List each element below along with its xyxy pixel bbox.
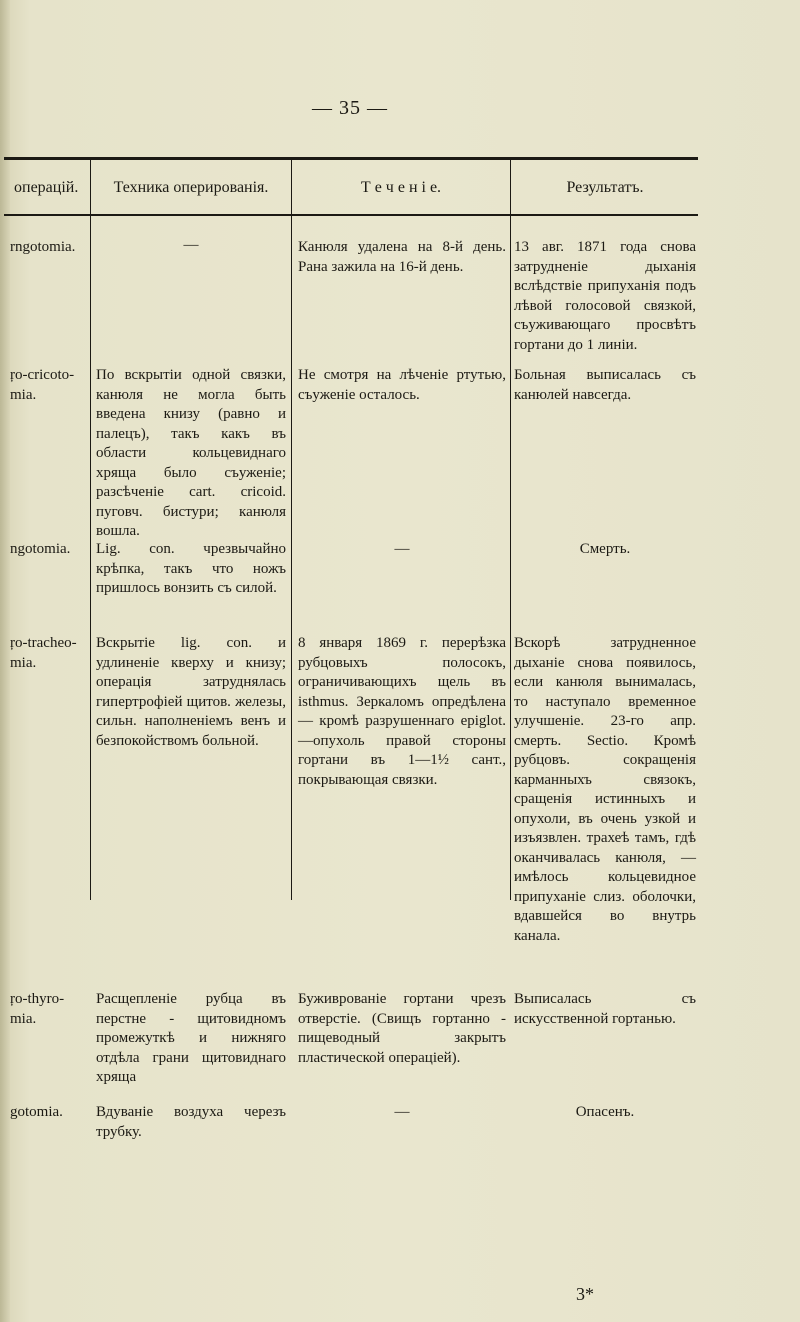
row-2-course: Не смотря на лѣченіе ртутью, съуженіе осталось. (298, 367, 506, 403)
column-divider (291, 160, 292, 900)
column-header-result: Результатъ. (566, 179, 644, 196)
row-1-course: Канюля удалена на 8-й день. Рана зажила на 16-й день. (298, 239, 506, 275)
row-1-technique: — (183, 237, 199, 253)
row-2-operation: ŗo-cricoto-mia. (10, 367, 75, 403)
row-5-operation: ŗo-thyro-mia. (10, 991, 65, 1027)
row-6-operation: gotomia. (10, 1104, 63, 1120)
table-top-rule (4, 157, 698, 160)
signature-mark: 3* (576, 1284, 594, 1304)
row-3-technique: Lig. con. чрезвычайно крѣпка, такъ что ножъ пришлось вонзить съ силой. (96, 541, 286, 596)
row-3-course: — (394, 541, 410, 557)
table-header-rule (4, 214, 698, 216)
row-6-technique: Вдуваніе воздуха черезъ трубку. (96, 1104, 286, 1140)
row-1-operation: rngotomia. (10, 239, 76, 255)
row-1-result: 13 авг. 1871 года снова затрудненіе дыханія вслѣдствіе припуханія подъ лѣвой голосовой связкой, съуживающаго просвѣтъ гортани до 1 линіи. (514, 239, 696, 353)
row-2-technique: По вскрытіи одной связки, канюля не могла быть введена книзу (равно и палецъ), такъ какъ въ области кольцевиднаго хряща было съуженіе; разсѣченіе cart. cricoid. пуговч. бистури; канюля вошла. (96, 367, 286, 539)
row-4-result: Вскорѣ затрудненное дыханіе снова появилось, если канюля вынималась, то наступало временное улучшеніе. 23-го апр. смерть. Sectio. Кромѣ рубцовъ. сокращенія карманныхъ связокъ, сращенія истинныхъ и опухоли, въ очень узкой и изъязвлен. трахеѣ тамъ, гдѣ оканчивалась канюля, — имѣлось кольцевидное припуханіе слиз. оболочки, вдавшейся во внутрь канала. (514, 635, 696, 944)
row-3-result: Смерть. (579, 541, 631, 557)
page-binding-edge (0, 0, 10, 1322)
row-3-operation: ngotomia. (10, 541, 71, 557)
row-6-course: — (394, 1104, 410, 1120)
column-header-course: Т е ч е н і е. (360, 179, 442, 196)
column-header-operation: операцій. (14, 179, 79, 196)
row-4-operation: ŗo-tracheo-mia. (10, 635, 77, 671)
row-4-course: 8 января 1869 г. перерѣзка рубцовыхъ полосокъ, ограничивающихъ щель въ isthmus. Зеркаломъ опредѣлена — кромѣ разрушеннаго epiglot.—опухоль правой стороны гортани въ 1—1½ сант., покрывающая связки. (298, 635, 506, 788)
row-5-technique: Расщепленіе рубца въ перстне - щитовидномъ промежуткѣ и нижняго отдѣла грани щитовиднаго хряща (96, 991, 286, 1085)
page-number: — 35 — (312, 97, 388, 119)
row-5-course: Буживрованіе гортани чрезъ отверстіе. (Свищъ гортанно - пищеводный закрытъ пластической операціей). (298, 991, 506, 1066)
row-6-result: Опасенъ. (575, 1104, 635, 1120)
column-header-technique: Техника оперированія. (113, 179, 269, 196)
row-2-result: Больная выписалась съ канюлей навсегда. (514, 367, 696, 403)
row-4-technique: Вскрытіе lig. con. и удлиненіе кверху и книзу; операція затруднялась гипертрофіей щитов. железы, сильн. наполненіемъ венъ и безпокойствомъ больной. (96, 635, 286, 749)
row-5-result: Выписалась съ искусственной гортанью. (514, 991, 696, 1027)
column-divider (90, 160, 91, 900)
column-divider (510, 160, 511, 900)
